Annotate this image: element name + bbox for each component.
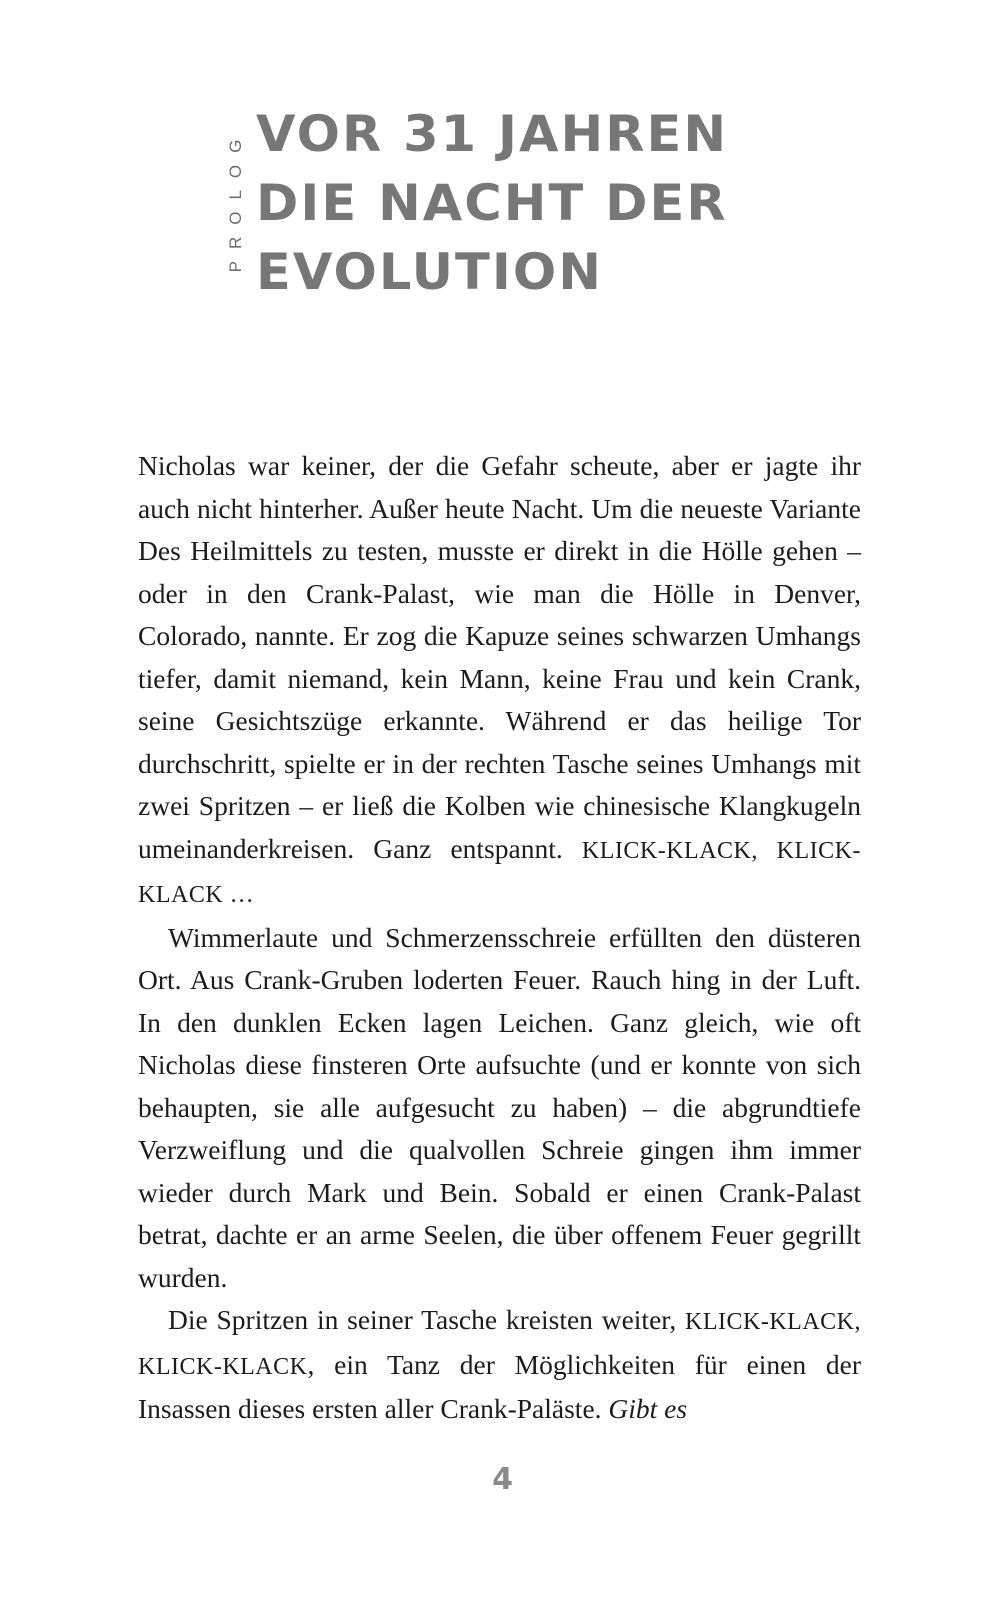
paragraph-1-text: Nicholas war keiner, der die Gefahr scheute, aber er jagte ihr auch nicht hinterher. Außer heute Nacht. Um die neueste Variante Des Heilmittels zu testen, musste er direkt in die Hölle gehen – oder in den Crank-Palast, wie man die Hölle in Denver, Colorado, nannte. Er zog die Kapuze seines schwarzen Umhangs tiefer, damit niemand, kein Mann, keine Frau und kein Crank, seine Gesichtszüge erkannte. Während er das heilige Tor durchschritt, spielte er in der rechten Tasche seines Umhangs mit zwei Spritzen – er ließ die Kolben wie chinesische Klangkugeln umeinanderkreisen. Ganz entspannt. [138, 450, 861, 864]
paragraph-3-sound: KLICK-KLACK, KLICK-KLACK [138, 1309, 861, 1380]
paragraph-2: Wimmerlaute und Schmerzensschreie erfüllten den düsteren Ort. Aus Crank-Gruben loderten Feuer. Rauch hing in der Luft. In den dunklen Ecken lagen Leichen. Ganz gleich, wie oft Nicholas diese finsteren Orte aufsuchte (und er konnte von sich behaupten, sie alle aufgesucht zu haben) – die abgrundtiefe Verzweiflung und die qualvollen Schreie gingen ihm immer wieder durch Mark und Bein. Sobald er einen Crank-Palast betrat, dachte er an arme Seelen, die über offenem Feuer gegrillt wurden. [138, 921, 861, 1293]
chapter-title-line-1: VOR 31 JAHREN [256, 105, 729, 163]
paragraph-3 [138, 1299, 861, 1431]
paragraph-3-text-b: , ein Tanz der Möglichkeiten für einen der Insassen dieses ersten aller Crank-Paläste. [138, 1348, 861, 1424]
paragraph-3-italic: Gibt es [608, 1393, 688, 1424]
chapter-title-line-2: DIE NACHT DER [256, 174, 728, 232]
chapter-label [222, 100, 250, 300]
chapter-title [256, 100, 836, 307]
chapter-label-text: PROLOG [226, 127, 245, 273]
body-text [138, 445, 861, 1431]
page-number: 4 [492, 1462, 513, 1497]
chapter-header [222, 100, 842, 300]
paragraph-3-text-a: Die Spritzen in seiner Tasche kreisten weiter, [168, 1304, 686, 1335]
paragraph-1-sound: KLICK-KLACK, KLICK-KLACK … [138, 837, 861, 908]
chapter-title-line-3: EVOLUTION [256, 243, 604, 301]
paragraph-1 [138, 445, 861, 917]
